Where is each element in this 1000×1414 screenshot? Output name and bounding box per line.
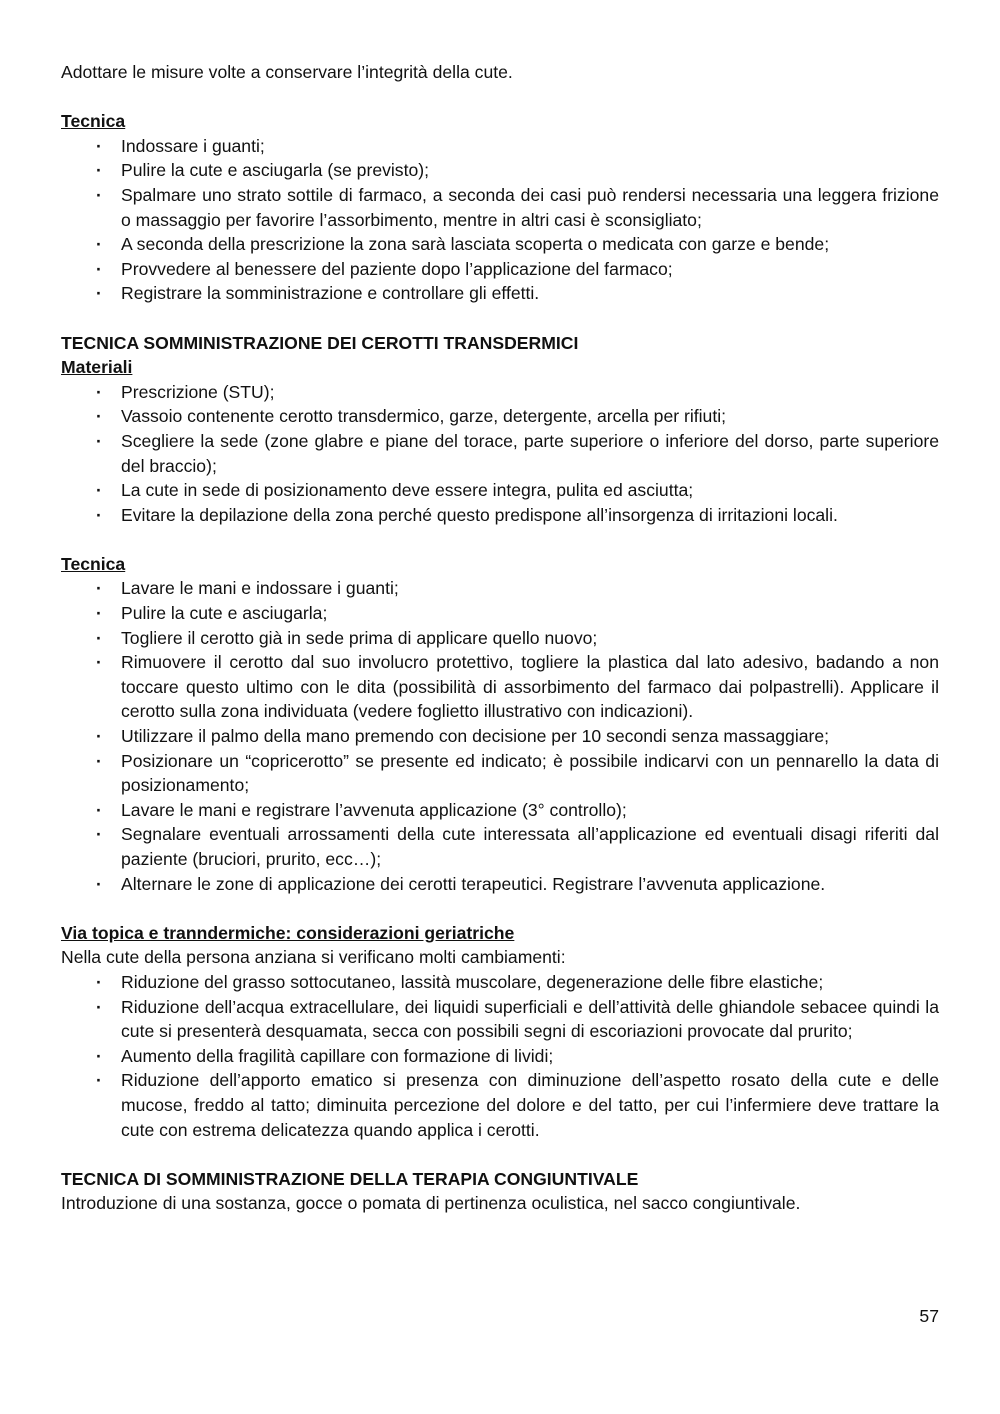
list-item: · Riduzione dell’acqua extracellulare, dei liquidi superficiali e dell’attività delle ghiandole sebacee quindi la cute si presenterà desquamata, secca con possibili segni di escoriazioni provocate dal prurito; [121, 995, 939, 1044]
list-item: · Segnalare eventuali arrossamenti della cute interessata all’applicazione ed eventuali disagi riferiti dal paziente (bruciori, prurito, ecc…); [121, 822, 939, 871]
section-heading-tecnica-2: Tecnica [61, 553, 126, 574]
section-title-cerotti: TECNICA SOMMINISTRAZIONE DEI CEROTTI TRANSDERMICI [61, 332, 579, 353]
list-item: · Aumento della fragilità capillare con formazione di lividi; [121, 1044, 939, 1069]
list-item: · La cute in sede di posizionamento deve essere integra, pulita ed asciutta; [121, 478, 939, 503]
list-tecnica-1 [61, 134, 939, 306]
geriatriche-intro: Nella cute della persona anziana si verificano molti cambiamenti: [61, 947, 566, 968]
list-item: · Spalmare uno strato sottile di farmaco, a seconda dei casi può rendersi necessaria una leggera frizione o massaggio per favorire l’assorbimento, mentre in altri casi è sconsigliato; [121, 183, 939, 232]
congiuntivale-text: Introduzione di una sostanza, gocce o pomata di pertinenza oculistica, nel sacco congiuntivale. [61, 1193, 801, 1214]
page-number: 57 [919, 1306, 939, 1326]
document-page [61, 60, 939, 1216]
list-item: · Indossare i guanti; [121, 134, 939, 159]
section-title-congiuntivale: TECNICA DI SOMMINISTRAZIONE DELLA TERAPIA CONGIUNTIVALE [61, 1168, 639, 1189]
list-item: · Togliere il cerotto già in sede prima di applicare quello nuovo; [121, 626, 939, 651]
list-item: · Riduzione dell’apporto ematico si presenza con diminuzione dell’aspetto rosato della cute e delle mucose, freddo al tatto; diminuita percezione del dolore e del tatto, per cui l’infermiere deve trattare la cute con estrema delicatezza quando applica i cerotti. [121, 1068, 939, 1142]
list-item: · Alternare le zone di applicazione dei cerotti terapeutici. Registrare l’avvenuta applicazione. [121, 872, 939, 897]
list-item: · Vassoio contenente cerotto transdermico, garze, detergente, arcella per rifiuti; [121, 404, 939, 429]
list-geriatriche [61, 970, 939, 1142]
section-heading-geriatriche: Via topica e tranndermiche: considerazioni geriatriche [61, 922, 515, 943]
list-item: · Rimuovere il cerotto dal suo involucro protettivo, togliere la plastica dal lato adesivo, badando a non toccare questo ultimo con le dita (possibilità di assorbimento del farmaco dai polpastrelli). Applicare il cerotto sulla zona individuata (vedere foglietto illustrativo con indicazioni). [121, 650, 939, 724]
list-item: · Provvedere al benessere del paziente dopo l’applicazione del farmaco; [121, 257, 939, 282]
list-item: · Utilizzare il palmo della mano premendo con decisione per 10 secondi senza massaggiare; [121, 724, 939, 749]
section-heading-materiali: Materiali [61, 357, 133, 378]
list-item: · Scegliere la sede (zone glabre e piane del torace, parte superiore o inferiore del dorso, parte superiore del braccio); [121, 429, 939, 478]
list-tecnica-2 [61, 576, 939, 896]
list-item: · Pulire la cute e asciugarla; [121, 601, 939, 626]
intro-text: Adottare le misure volte a conservare l’integrità della cute. [61, 62, 513, 82]
list-item: · Posizionare un “copricerotto” se presente ed indicato; è possibile indicarvi con un pennarello la data di posizionamento; [121, 749, 939, 798]
list-item: · A seconda della prescrizione la zona sarà lasciata scoperta o medicata con garze e bende; [121, 232, 939, 257]
list-item: · Lavare le mani e registrare l’avvenuta applicazione (3° controllo); [121, 798, 939, 823]
list-item: · Riduzione del grasso sottocutaneo, lassità muscolare, degenerazione delle fibre elastiche; [121, 970, 939, 995]
list-item: · Registrare la somministrazione e controllare gli effetti. [121, 281, 939, 306]
list-item: · Pulire la cute e asciugarla (se previsto); [121, 158, 939, 183]
section-heading-tecnica-1: Tecnica [61, 111, 126, 132]
list-materiali [61, 380, 939, 528]
list-item: · Lavare le mani e indossare i guanti; [121, 576, 939, 601]
list-item: · Evitare la depilazione della zona perché questo predispone all’insorgenza di irritazioni locali. [121, 503, 939, 528]
list-item: · Prescrizione (STU); [121, 380, 939, 405]
